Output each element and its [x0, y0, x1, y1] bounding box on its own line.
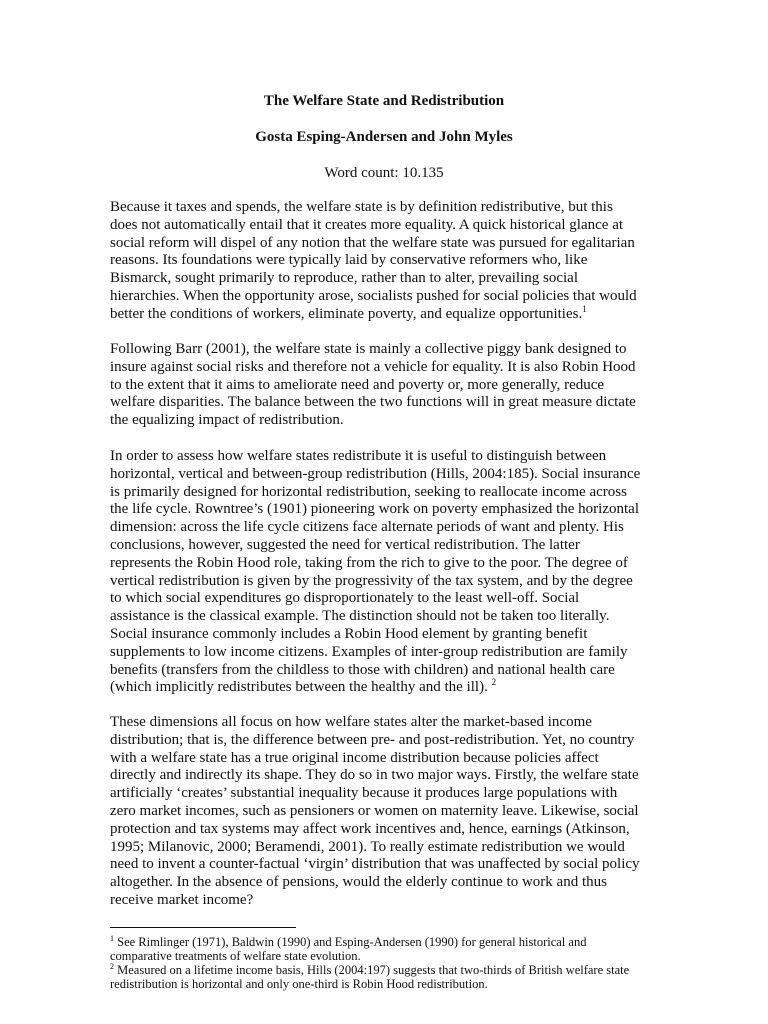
paragraph-line: In order to assess how welfare states redistribute it is useful to distinguish between	[110, 448, 607, 464]
footnote-text: Measured on a lifetime income basis, Hills (2004:197) suggests that two-thirds of British welfare state	[114, 963, 630, 977]
paragraph-line: the life cycle. Rowntree’s (1901) pioneering work on poverty emphasized the horizontal	[110, 501, 639, 518]
paragraph-line: zero market incomes, such as pensioners or women on maternity leave. Likewise, social	[110, 802, 639, 819]
paragraph-line: conclusions, however, suggested the need for vertical redistribution. The latter	[110, 536, 580, 553]
paragraph-4	[110, 714, 670, 910]
paragraph-line: benefits (transfers from the childless to those with children) and national health care	[110, 661, 615, 678]
footnote-ref-1[interactable]: 1	[582, 303, 587, 314]
paragraph-2	[110, 341, 670, 430]
paragraph-line: insure against social risks and therefore not a vehicle for equality. It is also Robin Hood	[110, 358, 636, 375]
paragraph-line: Social insurance commonly includes a Robin Hood element by granting benefit	[110, 625, 588, 642]
footnote-1	[110, 935, 670, 963]
document-title: The Welfare State and Redistribution	[263, 93, 505, 109]
footnote-line: comparative treatments of welfare state evolution.	[110, 949, 361, 964]
footnote-number: 1	[110, 934, 114, 943]
footnote-number: 2	[110, 962, 114, 971]
word-count: Word count: 10.135	[324, 165, 444, 181]
paragraph-line: Bismarck, sought primarily to reproduce, rather than to alter, prevailing social	[110, 270, 579, 287]
paragraph-line: does not automatically entail that it creates more equality. A quick historical glance at	[110, 216, 624, 233]
paragraph-line: These dimensions all focus on how welfare states alter the market-based income	[110, 714, 592, 730]
footnote-line: redistribution is horizontal and only one-third is Robin Hood redistribution.	[110, 977, 488, 992]
paragraph-line: horizontal, vertical and between-group redistribution (Hills, 2004:185). Social insurance	[110, 465, 641, 482]
paragraph-line: supplements to low income citizens. Examples of inter-group redistribution are family	[110, 643, 628, 660]
paragraph-line: need to invent a counter-factual ‘virgin’ distribution that was unaffected by social policy	[110, 856, 640, 873]
paragraph-line-text: better the conditions of workers, eliminate poverty, and equalize opportunities.	[110, 305, 583, 322]
paragraph-line-last	[110, 303, 670, 324]
paragraph-line: directly and indirectly its shape. They do so in two major ways. Firstly, the welfare state	[110, 767, 639, 784]
document-authors: Gosta Esping-Andersen and John Myles	[255, 129, 513, 145]
paragraph-line: social reform will dispel of any notion that the welfare state was pursued for egalitarian	[110, 234, 635, 251]
paragraph-line: protection and tax systems may affect work incentives and, hence, earnings (Atkinson,	[110, 820, 630, 837]
paragraph-line: with a welfare state has a true original income distribution because policies affect	[110, 749, 599, 766]
paragraph-line: reasons. Its foundations were typically laid by conservative reformers who, like	[110, 252, 588, 269]
paragraph-line: receive market income?	[110, 891, 254, 908]
paragraph-1	[110, 199, 670, 324]
paragraph-line-text: (which implicitly redistributes between the healthy and the ill).	[110, 679, 488, 696]
paragraph-line: vertical redistribution is given by the progressivity of the tax system, and by the degree	[110, 572, 633, 589]
paragraph-line: to the extent that it aims to ameliorate need and poverty or, more generally, reduce	[110, 376, 605, 393]
footnote-line	[110, 935, 670, 949]
paragraph-line: hierarchies. When the opportunity arose, socialists pushed for social policies that would	[110, 287, 637, 304]
footnote-line	[110, 963, 670, 977]
paragraph-line: is primarily designed for horizontal redistribution, seeking to reallocate income across	[110, 483, 627, 500]
paragraph-line: welfare disparities. The balance between the two functions will in great measure dictate	[110, 394, 636, 411]
paragraph-line: artificially ‘creates’ substantial inequality because it produces large populations with	[110, 785, 618, 802]
paragraph-line: to which social expenditures go disproportionately to the least well-off. Social	[110, 590, 580, 607]
paragraph-line: 1995; Milanovic, 2000; Beramendi, 2001). To really estimate redistribution we would	[110, 838, 625, 855]
paragraph-line: the equalizing impact of redistribution.	[110, 412, 344, 429]
paragraph-3	[110, 448, 670, 697]
paragraph-line: Because it taxes and spends, the welfare state is by definition redistributive, but this	[110, 199, 613, 215]
paragraph-line: represents the Robin Hood role, taking from the rich to give to the poor. The degree of	[110, 554, 628, 571]
footnote-text: See Rimlinger (1971), Baldwin (1990) and Esping-Andersen (1990) for general historical and	[114, 935, 587, 949]
paragraph-line: distribution; that is, the difference between pre- and post-redistribution. Yet, no country	[110, 731, 635, 748]
paragraph-line-last	[110, 679, 670, 697]
paragraph-line: assistance is the classical example. The distinction should not be taken too literally.	[110, 608, 610, 625]
paragraph-line: dimension: across the life cycle citizens face alternate periods of want and plenty. His	[110, 519, 624, 536]
footnote-2	[110, 963, 670, 991]
footnote-ref-2[interactable]: 2	[491, 677, 497, 688]
footnote-divider	[110, 927, 296, 928]
paragraph-line: altogether. In the absence of pensions, would the elderly continue to work and thus	[110, 874, 607, 891]
paragraph-line: Following Barr (2001), the welfare state is mainly a collective piggy bank designed to	[110, 341, 627, 357]
